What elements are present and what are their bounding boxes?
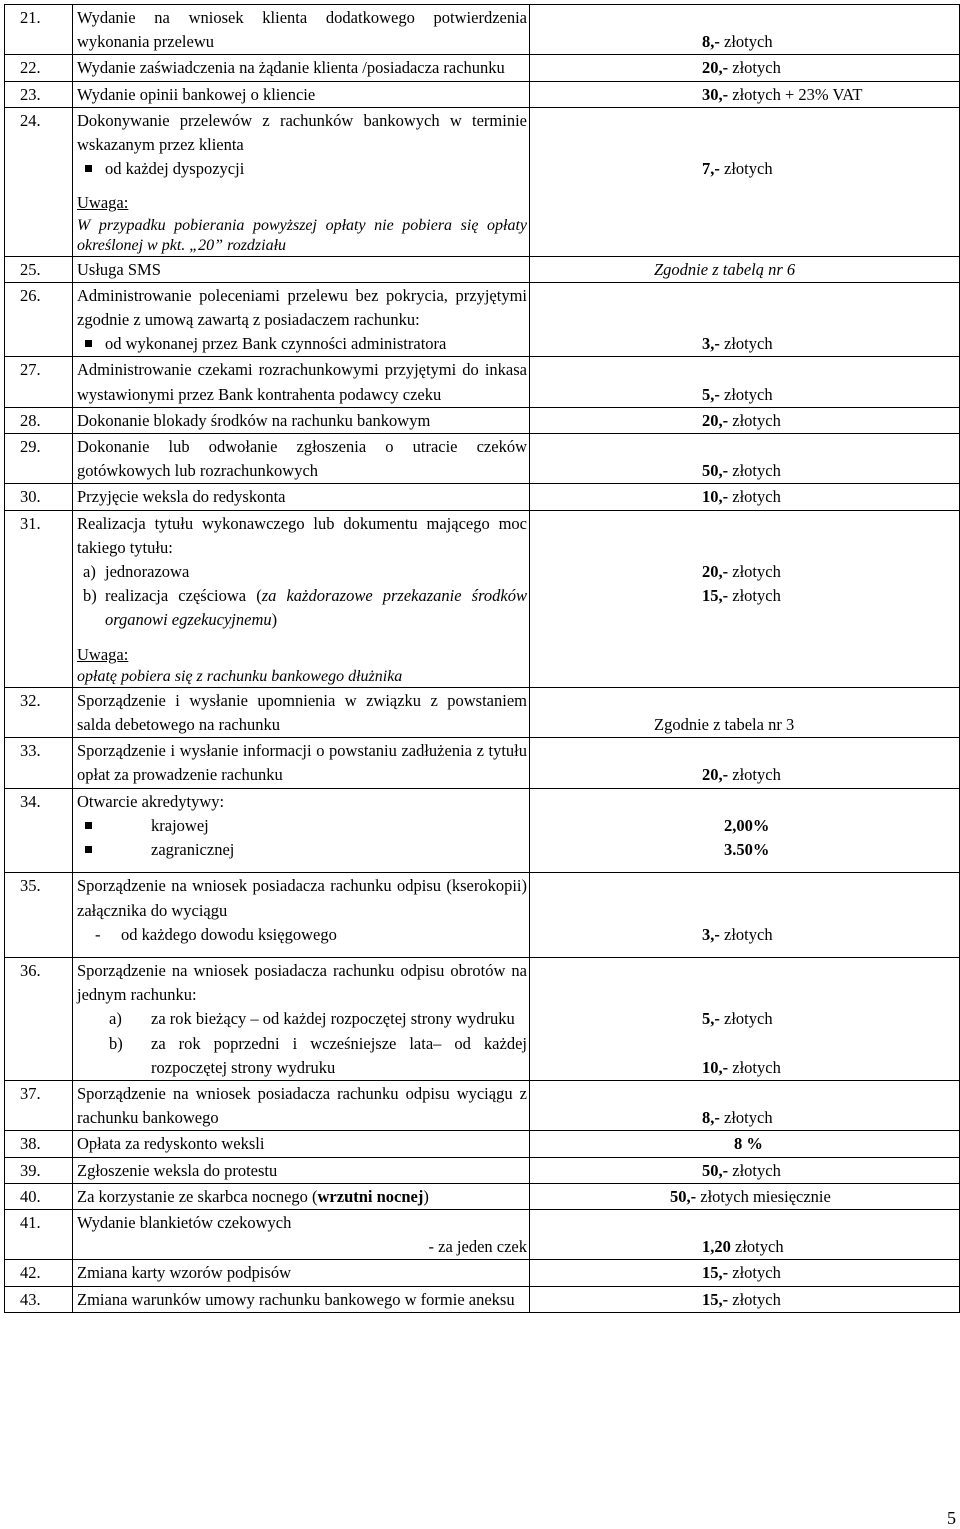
table-row: [5, 256, 960, 282]
row-fee: [530, 5, 960, 55]
fee-amount: 50,-: [702, 461, 729, 481]
row-description: [73, 873, 530, 958]
fee-unit: złotych: [735, 1237, 784, 1257]
row-description: Usługa SMS: [73, 256, 530, 282]
fee-amount: 50,-: [670, 1186, 697, 1206]
fee-amount: 1,20: [702, 1237, 731, 1257]
table-row: [5, 5, 960, 55]
fee-amount: 20,-: [702, 562, 729, 582]
row-description: Przyjęcie weksla do redyskonta: [73, 484, 530, 510]
row-fee: [530, 107, 960, 256]
fee-unit: złotych: [732, 765, 781, 785]
table-row: [5, 957, 960, 1080]
row-number: 39.: [5, 1157, 73, 1183]
fee-unit: złotych: [724, 1009, 773, 1029]
row-description: [73, 1183, 530, 1209]
bullet-item: od każdej dyspozycji: [77, 157, 527, 181]
row-number: 26.: [5, 282, 73, 357]
row-fee: [530, 1080, 960, 1130]
row-number: 36.: [5, 957, 73, 1080]
bullet-text: zagranicznej: [151, 840, 235, 860]
sub-item-label: a): [83, 562, 96, 582]
table-row: [5, 1260, 960, 1286]
row-number: 25.: [5, 256, 73, 282]
fee-amount: 8 %: [734, 1134, 763, 1154]
fee-unit: złotych: [724, 924, 773, 944]
sub-item-b: [77, 1032, 527, 1080]
row-description: Sporządzenie i wysłanie informacji o powstaniu zadłużenia z tytułu opłat za prowadzenie rachunku: [73, 738, 530, 788]
table-row: [5, 55, 960, 81]
table-row: [5, 434, 960, 484]
row-fee: [530, 1260, 960, 1286]
row-fee: [530, 484, 960, 510]
sub-item-b: [77, 584, 527, 632]
row-description: Sporządzenie i wysłanie upomnienia w związku z powstaniem salda debetowego na rachunku: [73, 687, 530, 737]
row-number: 43.: [5, 1286, 73, 1312]
row-description: [73, 107, 530, 256]
row-fee: [530, 957, 960, 1080]
fee-amount: 3,-: [702, 924, 720, 944]
fee-table: [4, 4, 960, 1313]
table-row: [5, 687, 960, 737]
bullet-item: [77, 838, 527, 862]
bullet-item: od wykonanej przez Bank czynności administratora: [77, 332, 527, 356]
dash-text: od każdego dowodu księgowego: [121, 924, 337, 944]
fee-amount: 20,-: [702, 58, 729, 78]
row-number: 33.: [5, 738, 73, 788]
row-fee: [530, 738, 960, 788]
row-number: 38.: [5, 1131, 73, 1157]
row-fee: [530, 81, 960, 107]
fee-text: Zgodnie z tabelą nr 6: [654, 259, 796, 279]
sub-item-label: b): [109, 1033, 123, 1053]
fee-unit: złotych: [724, 32, 773, 52]
row-fee: [530, 256, 960, 282]
bullet-text: krajowej: [151, 815, 209, 835]
fee-unit: złotych: [732, 1057, 781, 1077]
row-fee: [530, 873, 960, 958]
table-row: [5, 282, 960, 357]
sub-item-italic: za każdorazowe przekazanie środków organowi egzekucyjnemu: [105, 586, 527, 630]
page-number: 5: [947, 1508, 956, 1528]
row-description: Administrowanie czekami rozrachunkowymi przyjętymi do inkasa wystawionymi przez Bank kontrahenta podawcy czeku: [73, 357, 530, 407]
row-description-text: Administrowanie poleceniami przelewu bez pokrycia, przyjętymi zgodnie z umową zawartą z posiadaczem rachunku:: [77, 285, 527, 330]
fee-amount: 15,-: [702, 1263, 729, 1283]
sub-item-a: [77, 560, 527, 584]
note-text: W przypadku pobierania powyższej opłaty nie pobiera się opłaty określonej w pkt. „20” rozdziału: [77, 216, 527, 254]
table-row: [5, 1131, 960, 1157]
fee-unit: złotych: [732, 487, 781, 507]
row-description-text: Otwarcie akredytywy:: [77, 791, 225, 811]
row-number: 22.: [5, 55, 73, 81]
row-description: [73, 510, 530, 687]
row-description: [73, 1209, 530, 1259]
row-fee: [530, 357, 960, 407]
row-description: [73, 282, 530, 357]
row-fee: [530, 282, 960, 357]
bullet-item: [77, 814, 527, 838]
dash-label: -: [95, 924, 101, 944]
row-description: Opłata za redyskonto weksli: [73, 1131, 530, 1157]
table-row: [5, 510, 960, 687]
fee-unit: złotych: [732, 586, 781, 606]
table-row: [5, 788, 960, 873]
row-number: 24.: [5, 107, 73, 256]
row-description: Dokonanie lub odwołanie zgłoszenia o utracie czeków gotówkowych lub rozrachunkowych: [73, 434, 530, 484]
fee-amount: 10,-: [702, 487, 729, 507]
row-number: 28.: [5, 407, 73, 433]
fee-amount: 5,-: [702, 384, 720, 404]
table-row: [5, 484, 960, 510]
table-row: [5, 1286, 960, 1312]
sub-item-text: za rok poprzedni i wcześniejsze lata– od każdej rozpoczętej strony wydruku: [151, 1033, 527, 1077]
row-description: Wydanie zaświadczenia na żądanie klienta /posiadacza rachunku: [73, 55, 530, 81]
fee-amount: 3.50%: [724, 840, 770, 860]
fee-amount: 15,-: [702, 1289, 729, 1309]
desc-part: ): [423, 1186, 429, 1206]
note: [77, 643, 527, 667]
row-description: Sporządzenie na wniosek posiadacza rachunku odpisu wyciągu z rachunku bankowego: [73, 1080, 530, 1130]
fee-unit: złotych: [724, 159, 773, 179]
row-number: 23.: [5, 81, 73, 107]
row-description-text: Sporządzenie na wniosek posiadacza rachunku odpisu (kserokopii) załącznika do wyciągu: [77, 876, 527, 920]
row-description-text: Realizacja tytułu wykonawczego lub dokumentu mającego moc takiego tytułu:: [77, 513, 527, 557]
desc-bold: wrzutni nocnej: [317, 1186, 424, 1206]
row-description: Wydanie na wniosek klienta dodatkowego potwierdzenia wykonania przelewu: [73, 5, 530, 55]
fee-unit: złotych: [732, 1160, 781, 1180]
row-number: 40.: [5, 1183, 73, 1209]
fee-amount: 20,-: [702, 765, 729, 785]
fee-unit: złotych: [732, 410, 781, 430]
row-fee: [530, 687, 960, 737]
row-number: 42.: [5, 1260, 73, 1286]
row-fee: [530, 1157, 960, 1183]
fee-amount: 5,-: [702, 1009, 720, 1029]
table-row: [5, 873, 960, 958]
fee-unit: złotych miesięcznie: [700, 1186, 831, 1206]
fee-unit: złotych: [732, 1289, 781, 1309]
row-fee: [530, 407, 960, 433]
row-description: Dokonanie blokady środków na rachunku bankowym: [73, 407, 530, 433]
fee-amount: 3,-: [702, 334, 720, 354]
fee-unit: złotych: [732, 562, 781, 582]
table-row: [5, 1209, 960, 1259]
sub-item-end: ): [271, 610, 278, 630]
row-description: [73, 957, 530, 1080]
row-fee: [530, 510, 960, 687]
fee-unit: złotych: [732, 1263, 781, 1283]
fee-amount: 15,-: [702, 586, 729, 606]
table-row: [5, 407, 960, 433]
fee-unit: złotych + 23% VAT: [732, 84, 863, 104]
table-row: [5, 1080, 960, 1130]
fee-amount: 50,-: [702, 1160, 729, 1180]
row-description-text: Dokonywanie przelewów z rachunków bankowych w terminie wskazanym przez klienta: [77, 110, 527, 155]
fee-unit: złotych: [732, 461, 781, 481]
fee-text: Zgodnie z tabela nr 3: [654, 715, 795, 735]
row-number: 41.: [5, 1209, 73, 1259]
row-description: [73, 788, 530, 873]
row-description-text: Wydanie blankietów czekowych: [77, 1212, 292, 1232]
fee-amount: 20,-: [702, 410, 729, 430]
note: [77, 191, 527, 215]
row-description: Zmiana karty wzorów podpisów: [73, 1260, 530, 1286]
row-number: 30.: [5, 484, 73, 510]
row-number: 29.: [5, 434, 73, 484]
row-number: 21.: [5, 5, 73, 55]
row-fee: [530, 1131, 960, 1157]
row-number: 34.: [5, 788, 73, 873]
row-description: Zgłoszenie weksla do protestu: [73, 1157, 530, 1183]
sub-item-label: a): [109, 1009, 122, 1029]
fee-amount: 8,-: [702, 1108, 720, 1128]
row-number: 37.: [5, 1080, 73, 1130]
fee-amount: 8,-: [702, 32, 720, 52]
fee-unit: złotych: [724, 384, 773, 404]
sub-item-text: za rok bieżący – od każdej rozpoczętej strony wydruku: [151, 1009, 515, 1029]
table-row: [5, 357, 960, 407]
fee-amount: 30,-: [702, 84, 729, 104]
fee-unit: złotych: [732, 58, 781, 78]
note-label: Uwaga:: [77, 193, 129, 213]
fee-amount: 7,-: [702, 159, 720, 179]
sub-item-text: realizacja częściowa (: [105, 586, 262, 606]
row-fee: [530, 55, 960, 81]
table-row: [5, 1157, 960, 1183]
table-row: [5, 81, 960, 107]
row-fee: [530, 434, 960, 484]
row-number: 35.: [5, 873, 73, 958]
row-fee: [530, 1286, 960, 1312]
row-fee: [530, 1183, 960, 1209]
note-text: opłatę pobiera się z rachunku bankowego dłużnika: [77, 667, 403, 685]
row-number: 32.: [5, 687, 73, 737]
table-row: [5, 107, 960, 256]
fee-unit: złotych: [724, 1108, 773, 1128]
sub-item-a: [77, 1007, 527, 1031]
sub-item-label: b): [83, 586, 97, 606]
fee-amount: 10,-: [702, 1057, 729, 1077]
row-fee: [530, 1209, 960, 1259]
per-unit-label: - za jeden czek: [428, 1237, 527, 1257]
row-fee: [530, 788, 960, 873]
row-number: 27.: [5, 357, 73, 407]
sub-item-text: jednorazowa: [105, 562, 190, 582]
row-description-text: Sporządzenie na wniosek posiadacza rachunku odpisu obrotów na jednym rachunku:: [77, 960, 527, 1005]
desc-part: Za korzystanie ze skarbca nocnego (: [77, 1186, 318, 1206]
dash-item: [77, 923, 527, 947]
table-row: [5, 738, 960, 788]
note-label: Uwaga:: [77, 644, 129, 664]
table-row: [5, 1183, 960, 1209]
row-description: Wydanie opinii bankowej o kliencie: [73, 81, 530, 107]
fee-unit: złotych: [724, 334, 773, 354]
row-number: 31.: [5, 510, 73, 687]
fee-amount: 2,00%: [724, 815, 770, 835]
row-description: Zmiana warunków umowy rachunku bankowego w formie aneksu: [73, 1286, 530, 1312]
